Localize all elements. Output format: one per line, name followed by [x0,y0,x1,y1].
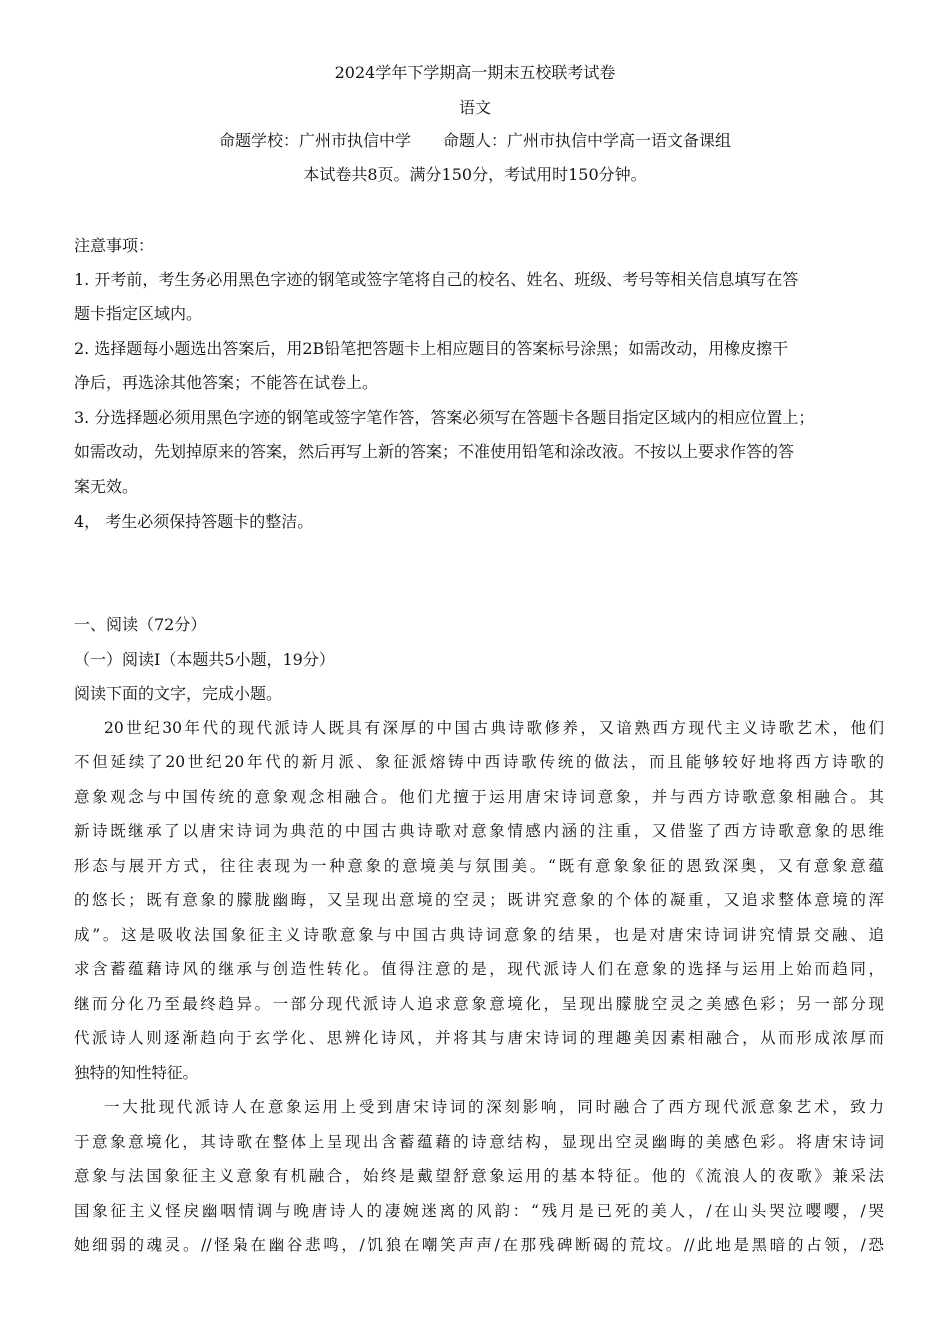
passage-line: 求含蓄蕴藉诗风的继承与创造性转化。值得注意的是，现代派诗人们在意象的选择与运用上始而趋同， [74,960,884,978]
notes-line: 4， 考生必须保持答题卡的整洁。 [74,512,314,531]
passage-line: 一大批现代派诗人在意象运用上受到唐宋诗词的深刻影响，同时融合了西方现代派意象艺术，致力 [104,1098,884,1116]
passage-line: 形态与展开方式，往往表现为一种意象的意境美与氛围美。“既有意象象征的恩致深奥，又有意象意蕴 [74,857,884,875]
passage-line: 成”。这是吸收法国象征主义诗歌意象与中国古典诗词意象的结果，也是对唐宋诗词讲究情景交融、追 [74,926,884,944]
notes-line: 如需改动，先划掉原来的答案，然后再写上新的答案；不准使用铅笔和涂改液。不按以上要求作答的答 [74,442,795,461]
notes-line: 2. 选择题每小题选出答案后，用2B铅笔把答题卡上相应题目的答案标号涂黑；如需改动，用橡皮擦干 [74,339,789,358]
section-title: 一、阅读（72分） [74,615,207,634]
passage-line: 她细弱的魂灵。//怪枭在幽谷悲鸣，/饥狼在嘲笑声声/在那残碑断碣的荒坟。//此地是黑暗的占领，/恐 [74,1236,884,1254]
passage-line: 20世纪30年代的现代派诗人既具有深厚的中国古典诗歌修养，又谙熟西方现代主义诗歌艺术，他们 [104,719,884,737]
passage-line: 的悠长；既有意象的朦胧幽晦，又呈现出意境的空灵；既讲究意象的个体的凝重，又追求整体意境的浑 [74,891,884,909]
notes-line: 题卡指定区域内。 [74,304,203,323]
passage-line: 继而分化乃至最终趋异。一部分现代派诗人追求意象意境化，呈现出朦胧空灵之美感色彩；另一部分现 [74,995,884,1013]
notes-line: 3. 分选择题必须用黑色字迹的钢笔或签字笔作答，答案必须写在答题卡各题目指定区域内的相应位置上； [74,408,815,427]
notes-line: 案无效。 [74,477,139,496]
exam-authors: 命题学校：广州市执信中学 命题人：广州市执信中学高一语文备课组 [218,131,731,150]
exam-pages-info: 本试卷共8页。满分150分，考试用时150分钟。 [303,165,647,184]
passage-line: 于意象意境化，其诗歌在整体上呈现出含蓄蕴藉的诗意结构，显现出空灵幽晦的美感色彩。将唐宋诗词 [74,1133,884,1151]
exam-subject: 语文 [458,98,491,117]
exam-title: 2024学年下学期高一期末五校联考试卷 [334,63,616,82]
passage-line: 意象观念与中国传统的意象观念相融合。他们尤擅于运用唐宋诗词意象，并与西方诗歌意象相融合。其 [74,788,884,806]
passage-line: 意象与法国象征主义意象有机融合，始终是戴望舒意象运用的基本特征。他的《流浪人的夜歌》兼采法 [74,1167,884,1185]
notes-line: 1. 开考前，考生务必用黑色字迹的钢笔或签字笔将自己的校名、姓名、班级、考号等相关信息填写在答 [74,270,799,289]
notes-line: 净后，再选涂其他答案；不能答在试卷上。 [74,373,379,392]
passage-line: 国象征主义怪戾幽咽情调与晚唐诗人的凄婉迷离的风韵：“残月是已死的美人，/在山头哭泣嘤嘤，/哭 [74,1202,884,1220]
section-instruction: 阅读下面的文字，完成小题。 [74,684,283,703]
passage-line: 独特的知性特征。 [74,1064,199,1082]
passage-line: 不但延续了20世纪20年代的新月派、象征派熔铸中西诗歌传统的做法，而且能够较好地将西方诗歌的 [74,753,884,771]
passage-line: 代派诗人则逐渐趋向于玄学化、思辨化诗风，并将其与唐宋诗词的理趣美因素相融合，从而形成浓厚而 [74,1029,884,1047]
passage-line: 新诗既继承了以唐宋诗词为典范的中国古典诗歌对意象情感内涵的注重，又借鉴了西方诗歌意象的思维 [74,822,884,840]
section-subtitle: （一）阅读Ⅰ（本题共5小题，19分） [74,650,335,669]
notes-heading: 注意事项： [74,236,155,255]
